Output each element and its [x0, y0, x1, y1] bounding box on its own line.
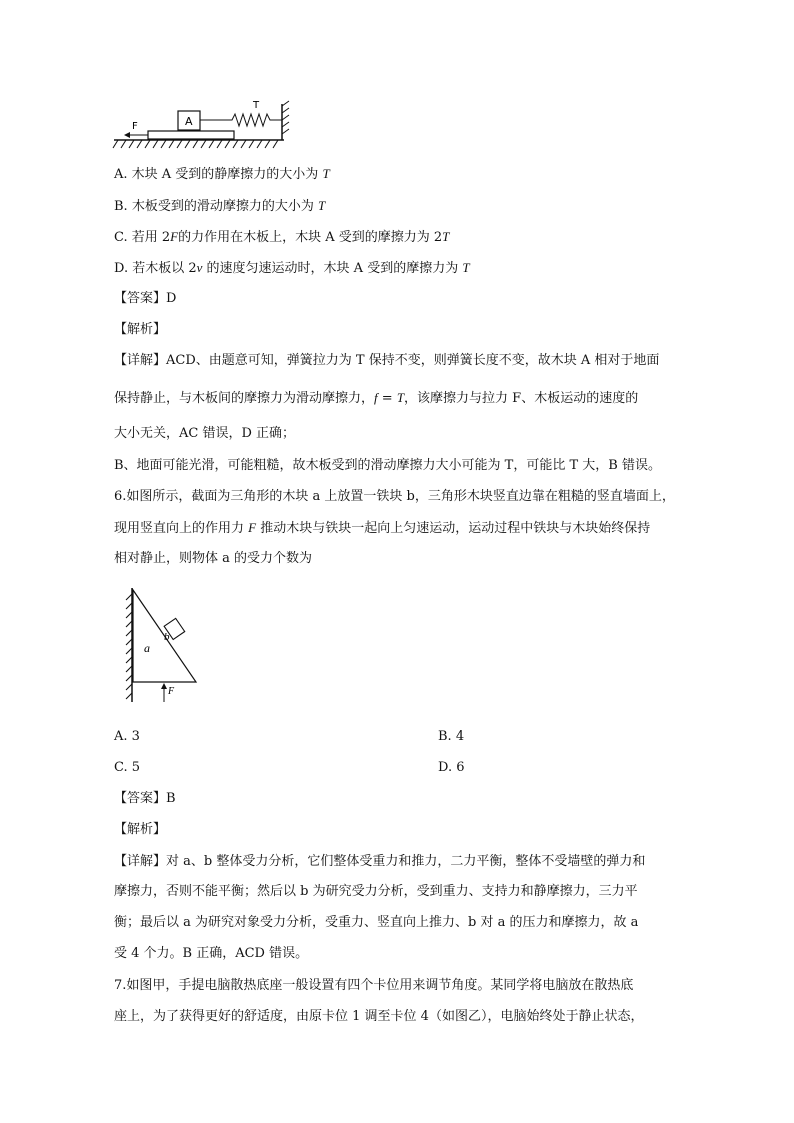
- q5-detail-2: 保持静止，与木板间的摩擦力为滑动摩擦力，f = T，该摩擦力与拉力 F、木板运动的速度的: [114, 390, 639, 406]
- q7-stem-1: 7.如图甲，手提电脑散热底座一般设置有四个卡位用来调节角度。某同学将电脑放在散热底: [114, 978, 634, 993]
- q7-stem-2: 座上，为了获得更好的舒适度，由原卡位 1 调至卡位 4（如图乙），电脑始终处于静止状态，: [114, 1009, 644, 1024]
- q6-detail-1: 【详解】对 a、b 整体受力分析，它们整体受重力和推力，二力平衡，整体不受墙壁的弹力和: [114, 854, 646, 869]
- q6-option-b: B. 4: [438, 729, 465, 744]
- q6-option-a: A. 3: [114, 729, 140, 744]
- q5-detail-1: 【详解】ACD、由题意可知，弹簧拉力为 T 保持不变，则弹簧长度不变，故木块 A 相对于地面: [114, 353, 660, 368]
- label-T: T: [253, 100, 260, 111]
- q6-stem-3: 相对静止，则物体 a 的受力个数为: [114, 551, 313, 566]
- q5-answer: 【答案】D: [114, 291, 177, 306]
- q6-stem-2: 现用竖直向上的作用力 F 推动木块与铁块一起向上匀速运动，运动过程中铁块与木块始终保持: [114, 520, 651, 536]
- label-a: a: [144, 641, 150, 655]
- label-A: A: [185, 115, 193, 128]
- q6-stem-1: 6.如图所示，截面为三角形的木块 a 上放置一铁块 b，三角形木块竖直边靠在粗糙的竖直墙面上，: [114, 489, 675, 504]
- q6-detail-2: 摩擦力，否则不能平衡；然后以 b 为研究受力分析，受到重力、支持力和静摩擦力，三力平: [114, 884, 638, 899]
- q6-answer: 【答案】B: [114, 791, 176, 806]
- q6-option-d: D. 6: [438, 760, 465, 775]
- q5-option-c: C. 若用 2F的力作用在木板上，木块 A 受到的摩擦力为 2T: [114, 229, 450, 245]
- label-b: b: [164, 631, 170, 643]
- q5-analysis-heading: 【解析】: [114, 322, 167, 337]
- label-F: F: [132, 121, 138, 132]
- q5-detail-3: 大小无关，AC 错误，D 正确；: [114, 426, 296, 441]
- q5-option-d: D. 若木板以 2v 的速度匀速运动时，木块 A 受到的摩擦力为 T: [114, 260, 470, 276]
- triangle-wall-figure: [120, 586, 210, 706]
- q5-option-a: A. 木块 A 受到的静摩擦力的大小为 T: [114, 166, 330, 182]
- q5-detail-4: B、地面可能光滑，可能粗糙，故木板受到的滑动摩擦力大小可能为 T，可能比 T 大，B 错误。: [114, 458, 661, 473]
- label-F-q6: F: [168, 686, 175, 697]
- q6-detail-3: 衡；最后以 a 为研究对象受力分析，受重力、竖直向上推力、b 对 a 的压力和摩擦力，故 a: [114, 915, 639, 930]
- q5-option-b: B. 木板受到的滑动摩擦力的大小为 T: [114, 198, 326, 214]
- q6-option-c: C. 5: [114, 760, 141, 775]
- q6-analysis-heading: 【解析】: [114, 822, 167, 837]
- q6-detail-4: 受 4 个力。B 正确，ACD 错误。: [114, 946, 309, 961]
- spring-block-figure: [112, 98, 296, 156]
